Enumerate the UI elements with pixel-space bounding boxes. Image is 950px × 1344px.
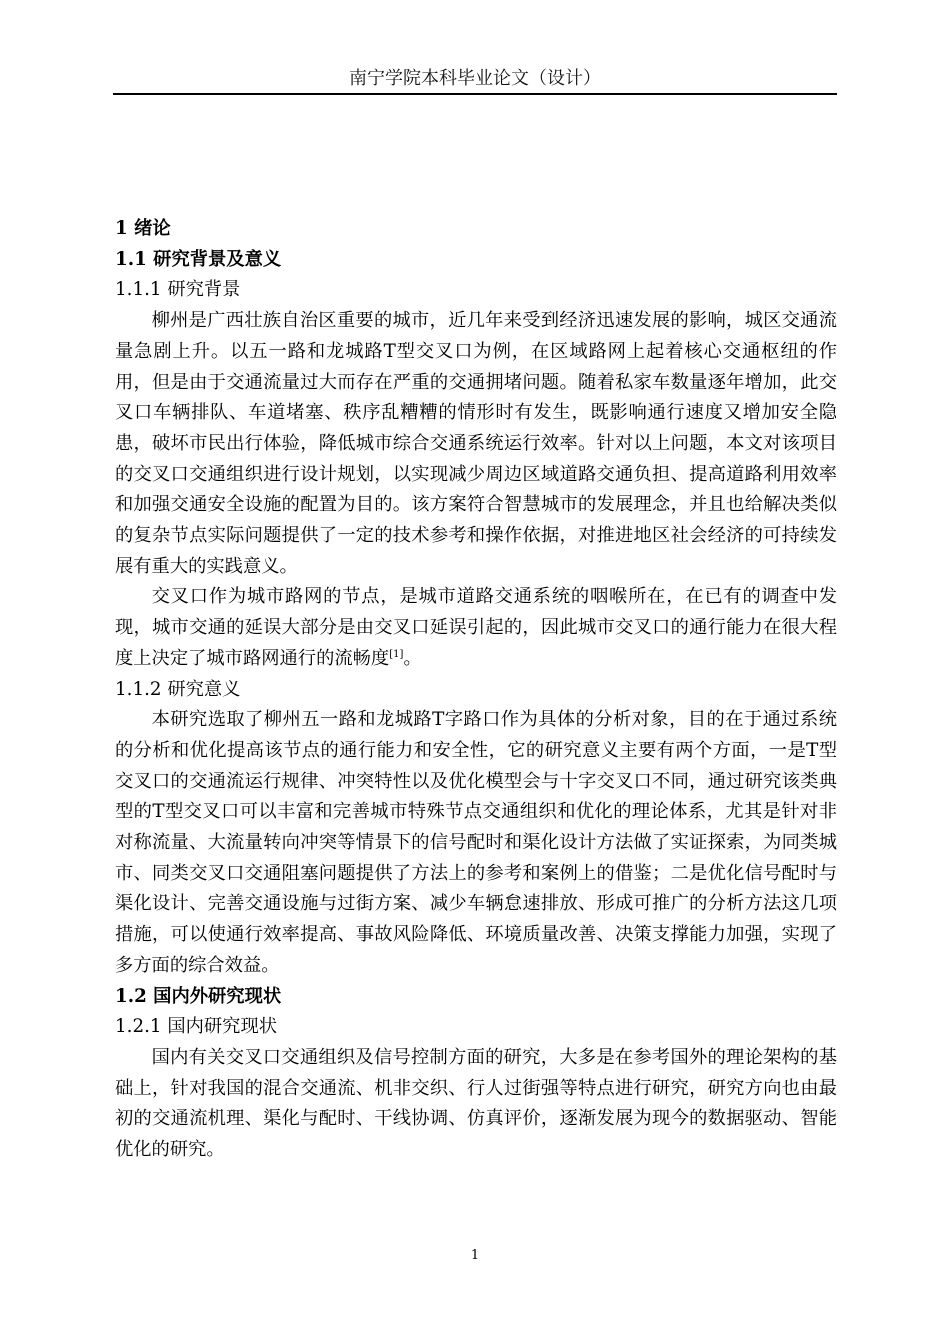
paragraph-intersection-text: 交叉口作为城市路网的节点，是城市道路交通系统的咽喉所在，在已有的调查中发现，城市交通的延误大部分是由交叉口延误引起的，因此城市交叉口的通行能力在很大程度上决定了城市路网通行的流畅度	[115, 586, 837, 669]
paragraph-significance: 本研究选取了柳州五一路和龙城路T字路口作为具体的分析对象，目的在于通过系统的分析和优化提高该节点的通行能力和安全性，它的研究意义主要有两个方面，一是T型交叉口的交通流运行规律、冲突特性以及优化模型会与十字交叉口不同，通过研究该类典型的T型交叉口可以丰富和完善城市特殊节点交通组织和优化的理论体系，尤其是针对非对称流量、大流量转向冲突等情景下的信号配时和渠化设计方法做了实证探索，为同类城市、同类交叉口交通阻塞问题提供了方法上的参考和案例上的借鉴；二是优化信号配时与渠化设计、完善交通设施与过街方案、减少车辆怠速排放、形成可推广的分析方法这几项措施，可以使通行效率提高、事故风险降低、环境质量改善、决策支撑能力加强，实现了多方面的综合效益。	[115, 709, 837, 976]
page-number: 1	[470, 1248, 480, 1263]
running-header: 南宁学院本科毕业论文（设计）	[113, 64, 837, 95]
paragraph-background: 柳州是广西壮族自治区重要的城市，近几年来受到经济迅速发展的影响，城区交通流量急剧上升。以五一路和龙城路T型交叉口为例，在区域路网上起着核心交通枢纽的作用，但是由于交通流量过大而存在严重的交通拥堵问题。随着私家车数量逐年增加，此交叉口车辆排队、车道堵塞、秩序乱糟糟的情形时有发生，既影响通行速度又增加安全隐患，破坏市民出行体验，降低城市综合交通系统运行效率。针对以上问题，本文对该项目的交叉口交通组织进行设计规划，以实现减少周边区域道路交通负担、提高道路利用效率和加强交通安全设施的配置为目的。该方案符合智慧城市的发展理念，并且也给解决类似的复杂节点实际问题提供了一定的技术参考和操作依据，对推进地区社会经济的可持续发展有重大的实践意义。	[115, 310, 837, 577]
body-content	[115, 214, 837, 1166]
citation-ref: [1]	[389, 648, 404, 660]
paragraph-intersection	[115, 582, 837, 674]
paragraph-intersection-end: 。	[403, 647, 422, 669]
chapter-heading: 1 绪论	[115, 218, 171, 239]
subsection-heading-1-1-1: 1.1.1 研究背景	[115, 279, 241, 301]
subsection-heading-1-2-1: 1.2.1 国内研究现状	[115, 1016, 278, 1038]
section-heading-1-2: 1.2 国内外研究现状	[115, 985, 282, 1007]
subsection-heading-1-1-2: 1.1.2 研究意义	[115, 678, 241, 700]
paragraph-domestic-research: 国内有关交叉口交通组织及信号控制方面的研究，大多是在参考国外的理论架构的基础上，针对我国的混合交通流、机非交织、行人过街强等特点进行研究，研究方向也由最初的交通流机理、渠化与配时、干线协调、仿真评价，逐渐发展为现今的数据驱动、智能优化的研究。	[115, 1046, 837, 1161]
section-heading-1-1: 1.1 研究背景及意义	[115, 248, 282, 270]
